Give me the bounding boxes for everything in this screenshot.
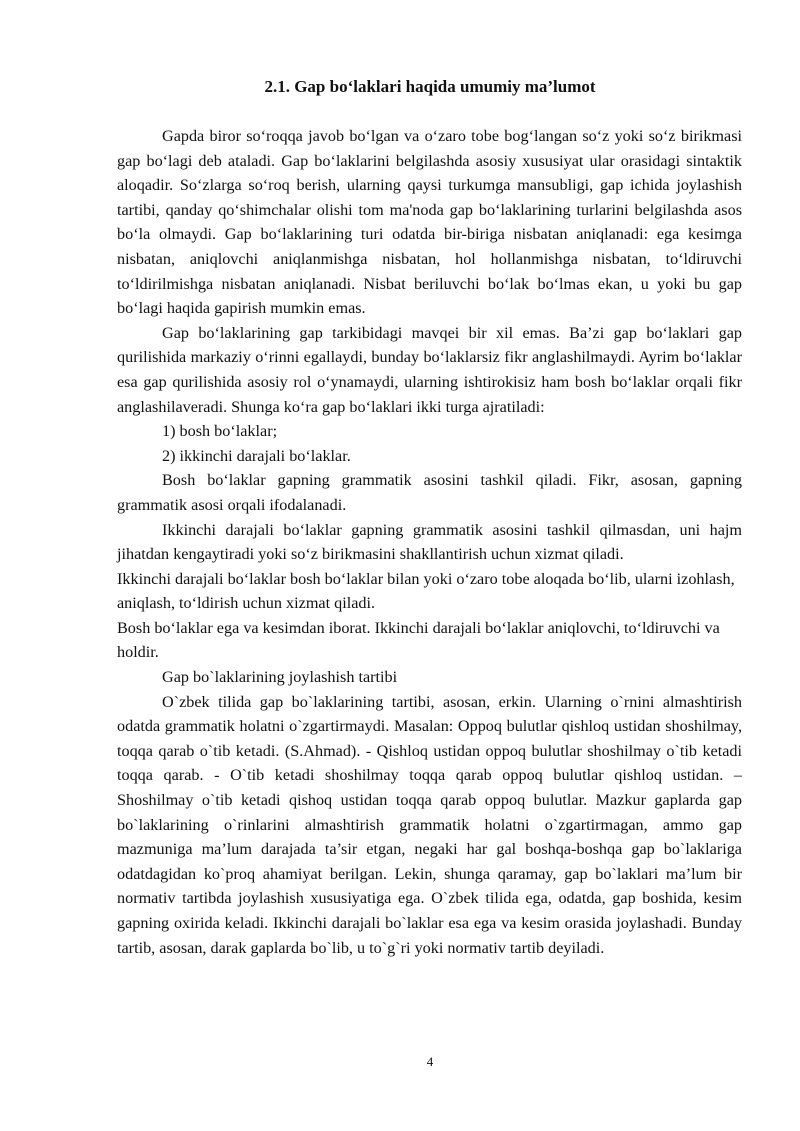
- page-number: 4: [426, 1054, 434, 1069]
- paragraph: Gapda biror so‘roqqa javob bo‘lgan va o‘zaro tobe bog‘langan so‘z yoki so‘z birikmasi gap bo‘lagi deb ataladi. Gap bo‘laklarini belgilashda asosiy xususiyat ular orasidagi sintaktik aloqadir. So‘zlarga so‘roq berish, ularning qaysi turkumga mansubligi, gap ichida joylashish tartibi, qanday qo‘shimchalar olishi tom ma'noda gap bo‘laklarining turlarini belgilashda asos bo‘la olmaydi. Gap bo‘laklarining turi odatda bir-biriga nisbatan aniqlanadi: ega kesimga nisbatan, aniqlovchi aniqlanmishga nisbatan, hol hollanmishga nisbatan, to‘ldiruvchi to‘ldirilmishga nisbatan aniqlanadi. Nisbat beriluvchi bo‘lak bo‘lmas ekan, u yoki bu gap bo‘lagi haqida gapirish mumkin emas.: [117, 127, 742, 318]
- page-title: 2.1. Gap bo‘laklari haqida umumiy ma’lumot: [264, 77, 596, 96]
- paragraph: Bosh bo‘laklar gapning grammatik asosini tashkil qiladi. Fikr, asosan, gapning grammatik asosi orqali ifodalanadi.: [117, 471, 742, 514]
- paragraph: Ikkinchi darajali bo‘laklar bosh bo‘laklar bilan yoki o‘zaro tobe aloqada bo‘lib, ularni izohlash, aniqlash, to‘ldirish uchun xizmat qiladi.: [117, 569, 735, 613]
- paragraph: Gap bo‘laklarining gap tarkibidagi mavqei bir xil emas. Ba’zi gap bo‘laklari gap qurilishida markaziy o‘rinni egallaydi, bunday bo‘laklarsiz fikr anglashilmaydi. Ayrim bo‘laklar esa gap qurilishida asosiy rol o‘ynamaydi, ularning ishtirokisiz ham bosh bo‘laklar orqali fikr anglashilaveradi. Shunga ko‘ra gap bo‘laklari ikki turga ajratiladi:: [117, 323, 742, 416]
- paragraph: Bosh bo‘laklar ega va kesimdan iborat. Ikkinchi darajali bo‘laklar aniqlovchi, to‘ldiruvchi va holdir.: [117, 618, 720, 662]
- section-heading: Gap bo`laklarining joylashish tartibi: [162, 668, 398, 687]
- paragraph: Ikkinchi darajali bo‘laklar gapning grammatik asosini tashkil qilmasdan, uni hajm jihatdan kengaytiradi yoki so‘z birikmasini shakllantirish uchun xizmat qiladi.: [117, 520, 742, 564]
- document-body: [117, 124, 742, 960]
- list-item: 1) bosh bo‘laklar;: [162, 422, 278, 441]
- paragraph: O`zbek tilida gap bo`laklarining tartibi, asosan, erkin. Ularning o`rnini almashtirish odatda grammatik holatni o`zgartirmaydi. Masalan: Oppoq bulutlar qishloq ustidan shoshilmay, toqqa qarab o`tib ketadi. (S.Ahmad). - Qishloq ustidan oppoq bulutlar shoshilmay o`tib ketadi toqqa qarab. - O`tib ketadi shoshilmay toqqa qarab oppoq bulutlar qishloq ustidan. – Shoshilmay o`tib ketadi qishoq ustidan toqqa qarab oppoq bulutlar. Mazkur gaplarda gap bo`laklarining o`rinlarini almashtirish grammatik holatni o`zgartirmagan, ammo gap mazmuniga ma’lum darajada ta’sir etgan, negaki har gal boshqa-boshqa gap bo`laklariga odatdagidan ko`proq ahamiyat berilgan. Lekin, shunga qaramay, gap bo`laklari ma’lum bir normativ tartibda joylashish xususiyatiga ega. O`zbek tilida ega, odatda, gap boshida, kesim gapning oxirida keladi. Ikkinchi darajali bo`laklar esa ega va kesim orasida joylashadi. Bunday tartib, asosan, darak gaplarda bo`lib, u to`g`ri yoki normativ tartib deyiladi.: [117, 692, 742, 957]
- list-item: 2) ikkinchi darajali bo‘laklar.: [162, 446, 351, 465]
